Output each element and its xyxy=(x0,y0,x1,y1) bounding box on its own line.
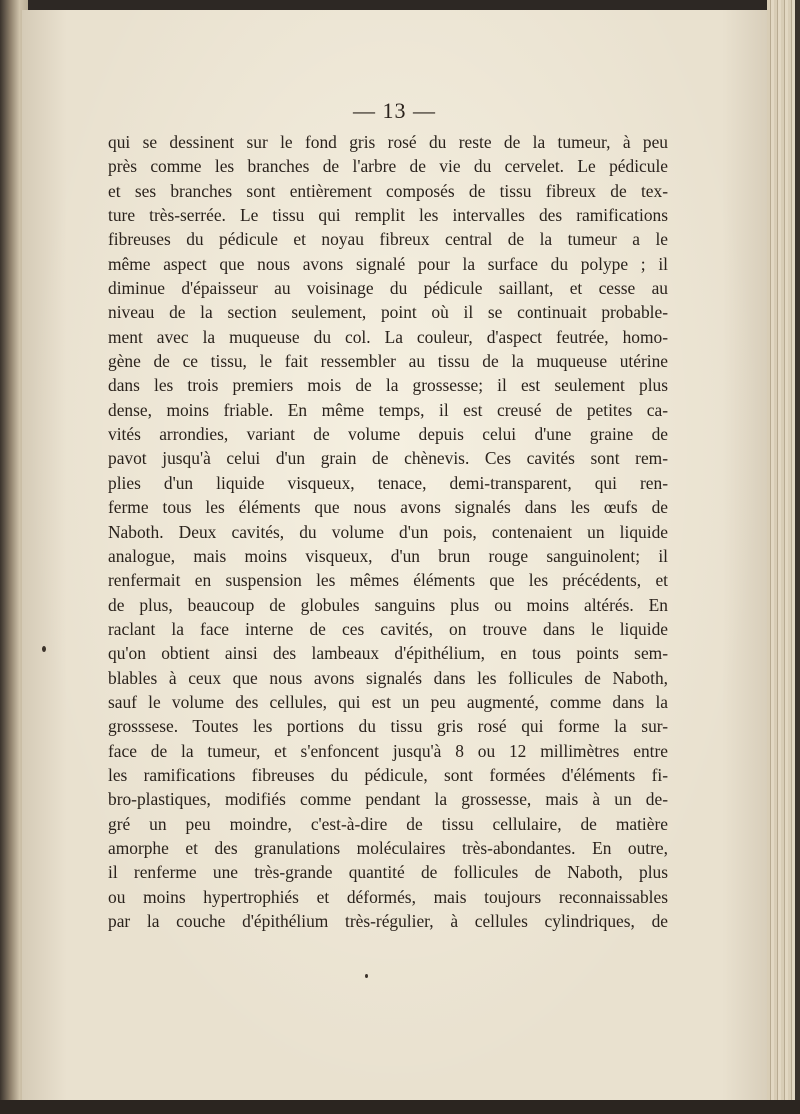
text-line: dans les trois premiers mois de la grossesse; il est seulement plus xyxy=(108,375,668,396)
text-line: ture très-serrée. Le tissu qui remplit les intervalles des ramifications xyxy=(108,205,668,226)
text-line: fibreuses du pédicule et noyau fibreux central de la tumeur a le xyxy=(108,229,668,250)
scan-border-shadow xyxy=(795,0,800,1114)
text-line: ferme tous les éléments que nous avons signalés dans les œufs de xyxy=(108,497,668,518)
book-page xyxy=(22,10,767,1100)
ink-speck xyxy=(42,646,46,652)
text-line: dense, moins friable. En même temps, il est creusé de petites ca- xyxy=(108,399,668,420)
text-line: renfermait en suspension les mêmes éléments que les précédents, et xyxy=(108,570,668,591)
text-line: bro-plastiques, modifiés comme pendant la grossesse, mais à un de- xyxy=(108,789,668,810)
text-line: plies d'un liquide visqueux, tenace, demi-transparent, qui ren- xyxy=(108,472,668,493)
text-line: et ses branches sont entièrement composés de tissu fibreux de tex- xyxy=(108,180,668,201)
body-text xyxy=(108,130,668,933)
ink-speck xyxy=(365,974,368,978)
scan-bottom-border xyxy=(0,1100,800,1114)
page-number: — 13 — xyxy=(353,98,436,123)
text-line: de plus, beaucoup de globules sanguins plus ou moins altérés. En xyxy=(108,594,668,615)
text-line: grosssese. Toutes les portions du tissu gris rosé qui forme la sur- xyxy=(108,716,668,737)
text-line: ment avec la muqueuse du col. La couleur, d'aspect feutrée, homo- xyxy=(108,326,668,347)
text-line: pavot jusqu'à celui d'un grain de chènevis. Ces cavités sont rem- xyxy=(108,448,668,469)
text-line: vités arrondies, variant de volume depuis celui d'une graine de xyxy=(108,424,668,445)
text-line: près comme les branches de l'arbre de vie du cervelet. Le pédicule xyxy=(108,156,668,177)
text-line: même aspect que nous avons signalé pour la surface du polype ; il xyxy=(108,253,668,274)
text-line: qui se dessinent sur le fond gris rosé du reste de la tumeur, à peu xyxy=(108,132,668,152)
text-line: niveau de la section seulement, point où il se continuait probable- xyxy=(108,302,668,323)
text-line: diminue d'épaisseur au voisinage du pédicule saillant, et cesse au xyxy=(108,278,668,299)
text-line: blables à ceux que nous avons signalés dans les follicules de Naboth, xyxy=(108,667,668,688)
text-line: les ramifications fibreuses du pédicule, sont formées d'éléments fi- xyxy=(108,764,668,785)
text-line: sauf le volume des cellules, qui est un peu augmenté, comme dans la xyxy=(108,691,668,712)
text-line: Naboth. Deux cavités, du volume d'un pois, contenaient un liquide xyxy=(108,521,668,542)
text-line: amorphe et des granulations moléculaires très-abondantes. En outre, xyxy=(108,837,668,858)
text-line: raclant la face interne de ces cavités, on trouve dans le liquide xyxy=(108,618,668,639)
text-line: gré un peu moindre, c'est-à-dire de tissu cellulaire, de matière xyxy=(108,813,668,834)
text-line: il renferme une très-grande quantité de follicules de Naboth, plus xyxy=(108,862,668,883)
text-line: ou moins hypertrophiés et déformés, mais toujours reconnaissables xyxy=(108,886,668,907)
text-line: gène de ce tissu, le fait ressembler au tissu de la muqueuse utérine xyxy=(108,351,668,372)
text-line: face de la tumeur, et s'enfoncent jusqu'à 8 ou 12 millimètres entre xyxy=(108,740,668,761)
text-line: analogue, mais moins visqueux, d'un brun rouge sanguinolent; il xyxy=(108,545,668,566)
text-line: qu'on obtient ainsi des lambeaux d'épithélium, en tous points sem- xyxy=(108,643,668,664)
text-line: par la couche d'épithélium très-régulier, à cellules cylindriques, de xyxy=(108,911,668,931)
